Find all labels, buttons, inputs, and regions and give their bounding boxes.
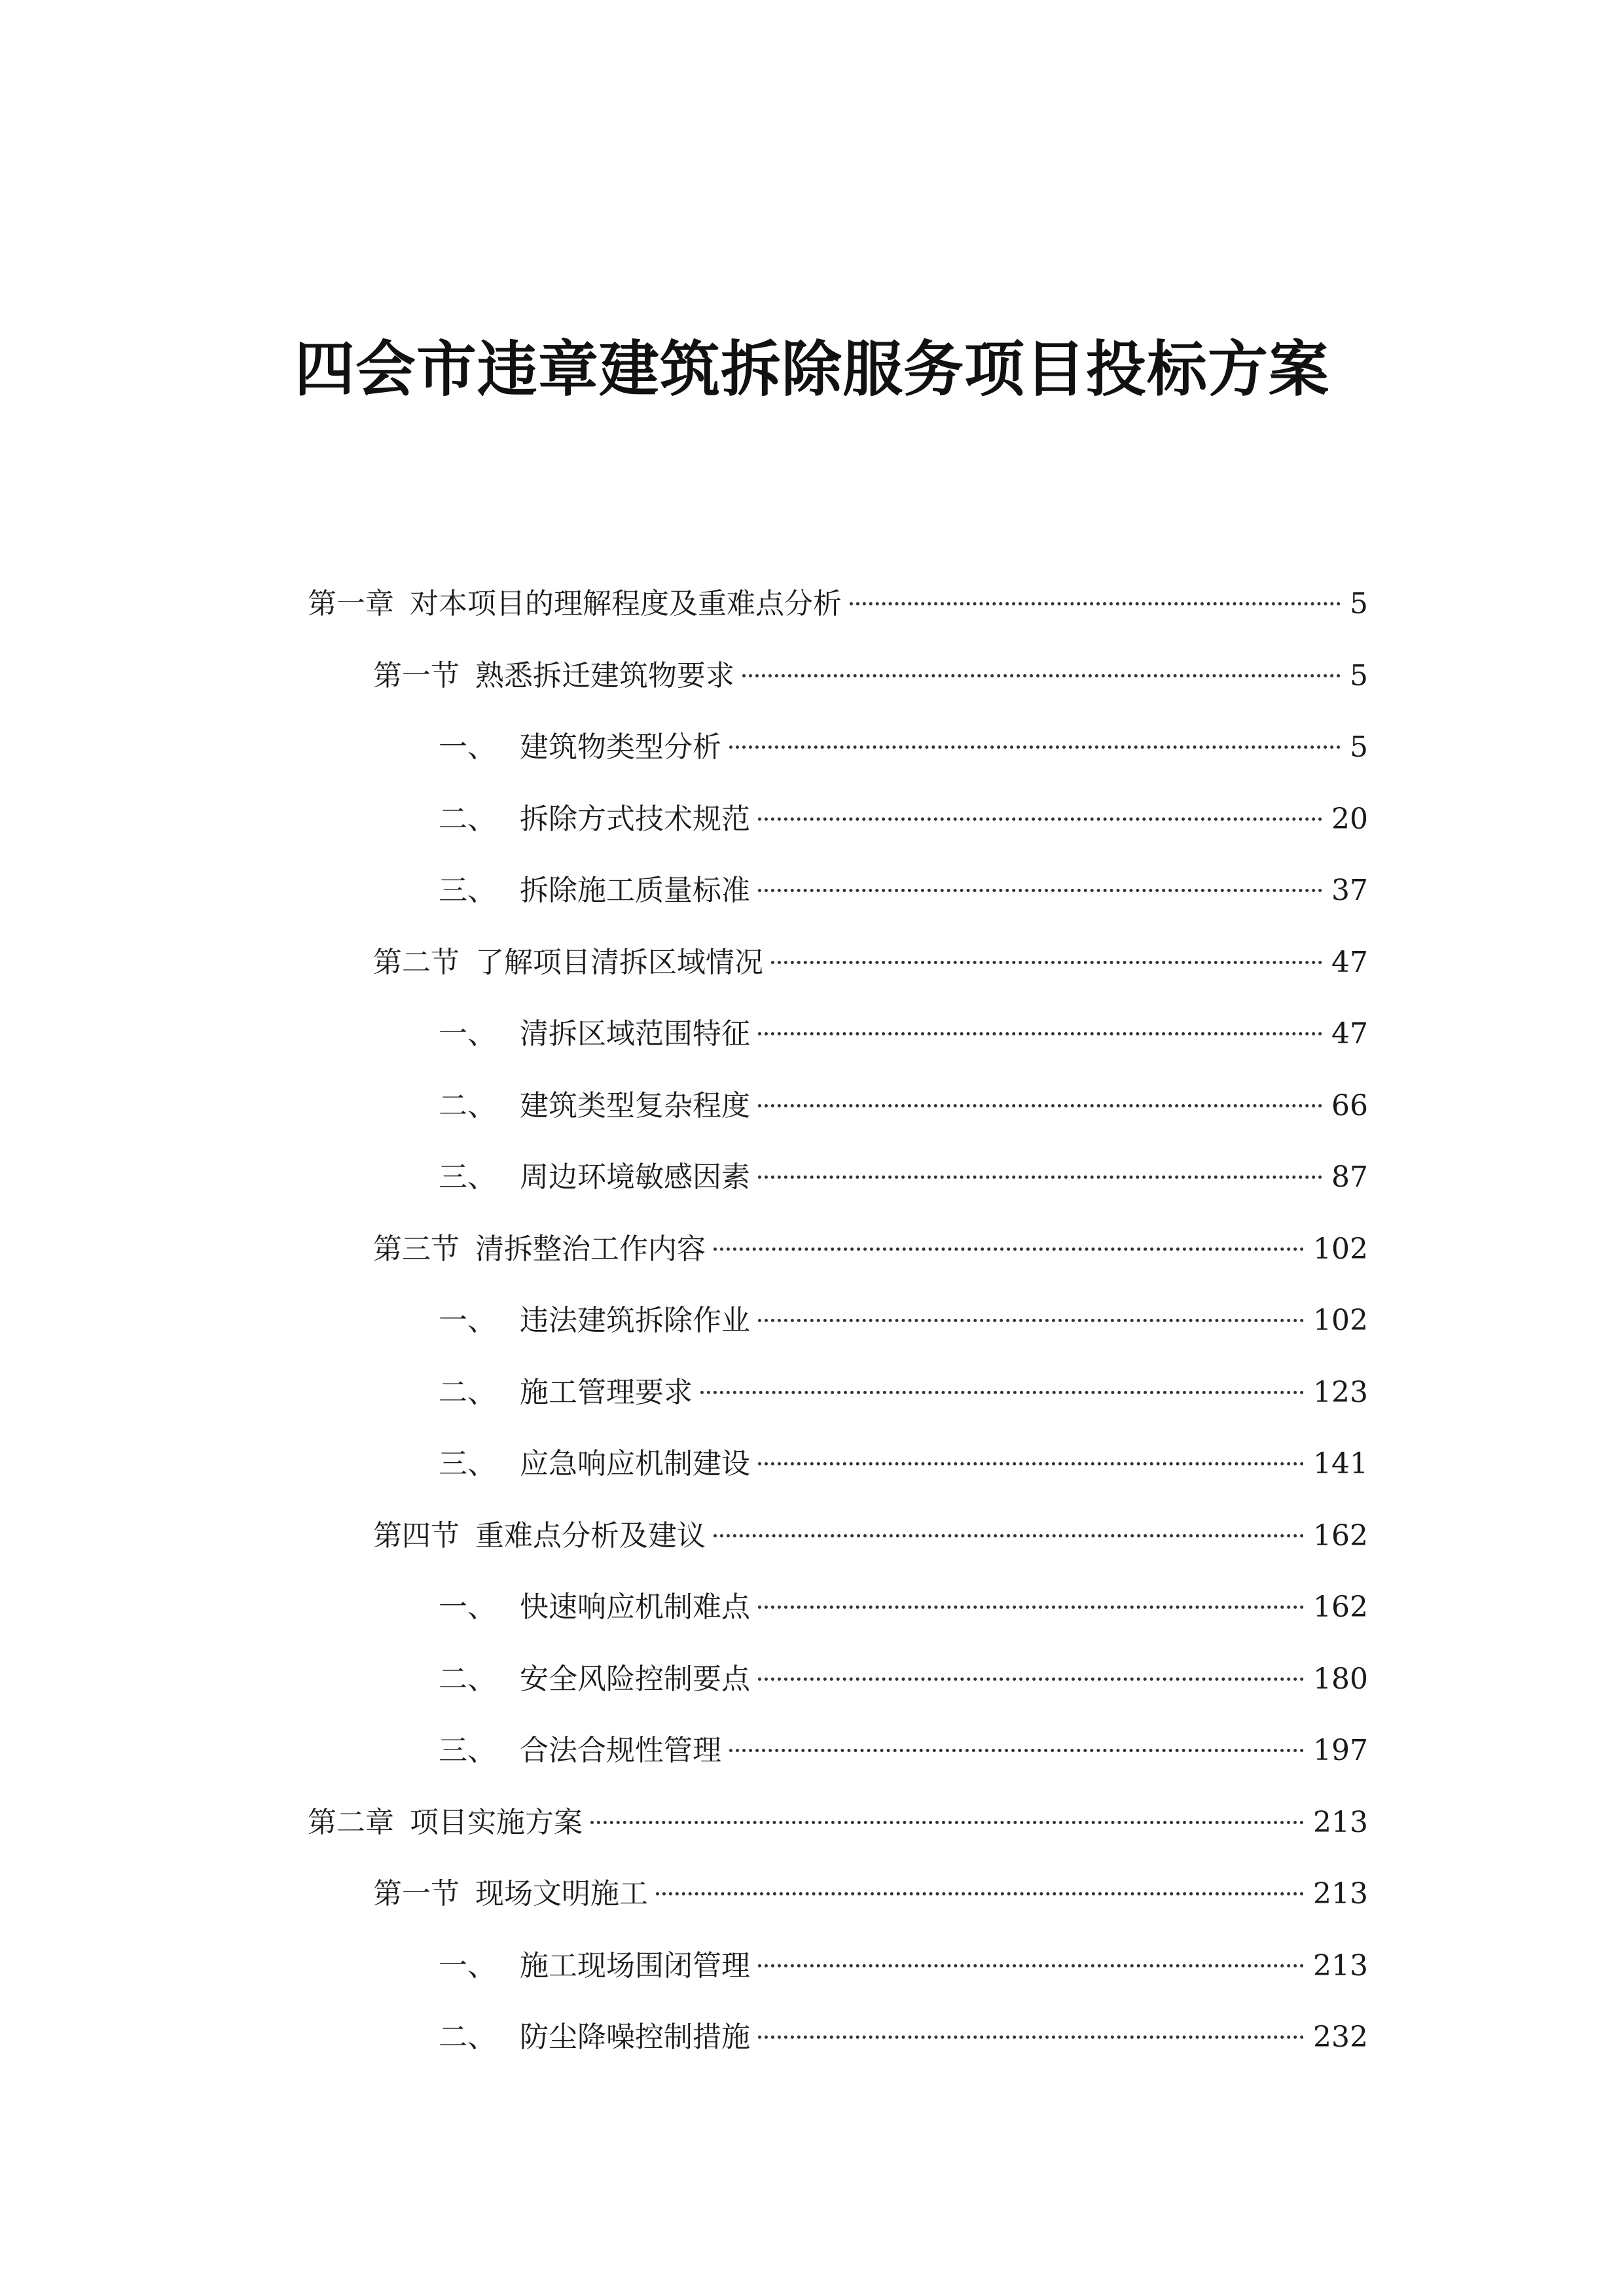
- toc-entry[interactable]: [308, 1428, 1368, 1500]
- toc-dot-leader: [758, 1175, 1322, 1179]
- toc-entry[interactable]: [308, 1070, 1368, 1142]
- toc-entry-page-number: 5: [1350, 658, 1368, 692]
- toc-entry-title: 熟悉拆迁建筑物要求: [475, 658, 734, 692]
- toc-entry-title: 项目实施方案: [410, 1805, 583, 1839]
- toc-entry[interactable]: [308, 1643, 1368, 1715]
- toc-entry-page-number: 213: [1313, 1877, 1368, 1910]
- toc-entry-number: 二、: [439, 2020, 496, 2054]
- toc-dot-leader: [729, 745, 1341, 749]
- toc-dot-leader: [850, 602, 1341, 605]
- toc-entry[interactable]: [308, 1930, 1368, 2002]
- toc-entry[interactable]: [308, 1500, 1368, 1572]
- toc-dot-leader: [700, 1391, 1304, 1394]
- toc-entry-page-number: 180: [1313, 1662, 1368, 1696]
- toc-entry-number: 第四节: [373, 1518, 460, 1552]
- toc-entry-page-number: 5: [1350, 587, 1368, 620]
- toc-entry-title: 防尘降噪控制措施: [520, 2020, 750, 2054]
- toc-entry[interactable]: [308, 2001, 1368, 2073]
- toc-entry-number: 三、: [439, 1447, 496, 1480]
- toc-dot-leader: [713, 1247, 1304, 1251]
- toc-entry[interactable]: [308, 1715, 1368, 1787]
- table-of-contents: [308, 568, 1368, 2073]
- toc-entry[interactable]: [308, 998, 1368, 1070]
- toc-entry-title: 对本项目的理解程度及重难点分析: [410, 587, 842, 620]
- toc-entry-title: 拆除施工质量标准: [520, 874, 750, 907]
- toc-entry-number: 三、: [439, 874, 496, 907]
- toc-entry-title: 施工现场围闭管理: [520, 1948, 750, 1982]
- toc-entry-page-number: 102: [1313, 1304, 1368, 1337]
- toc-entry[interactable]: [308, 1285, 1368, 1357]
- toc-entry-page-number: 213: [1313, 1805, 1368, 1839]
- toc-entry-number: 一、: [439, 1304, 496, 1337]
- toc-entry-title: 清拆整治工作内容: [475, 1232, 706, 1266]
- toc-entry-page-number: 37: [1331, 874, 1368, 907]
- toc-entry-title: 清拆区域范围特征: [520, 1017, 750, 1050]
- toc-entry-number: 第二节: [373, 945, 460, 979]
- toc-entry-title: 应急响应机制建设: [520, 1447, 750, 1480]
- toc-dot-leader: [758, 1605, 1304, 1609]
- toc-entry-page-number: 5: [1350, 730, 1368, 764]
- toc-entry-page-number: 162: [1313, 1590, 1368, 1624]
- toc-entry-title: 合法合规性管理: [520, 1734, 721, 1767]
- toc-entry-page-number: 123: [1313, 1375, 1368, 1409]
- toc-entry-number: 二、: [439, 802, 496, 836]
- toc-entry-page-number: 87: [1331, 1160, 1368, 1194]
- toc-dot-leader: [742, 674, 1341, 677]
- toc-dot-leader: [758, 1964, 1304, 1967]
- toc-entry-title: 建筑类型复杂程度: [520, 1088, 750, 1122]
- toc-entry-number: 三、: [439, 1160, 496, 1194]
- toc-entry-page-number: 162: [1313, 1518, 1368, 1552]
- toc-entry-page-number: 213: [1313, 1948, 1368, 1982]
- toc-entry[interactable]: [308, 1213, 1368, 1285]
- toc-entry[interactable]: [308, 1141, 1368, 1213]
- toc-entry[interactable]: [308, 568, 1368, 640]
- toc-entry[interactable]: [308, 855, 1368, 927]
- toc-entry-number: 一、: [439, 1590, 496, 1624]
- toc-dot-leader: [758, 1104, 1322, 1107]
- toc-entry-number: 二、: [439, 1375, 496, 1409]
- toc-entry[interactable]: [308, 783, 1368, 855]
- toc-entry-number: 二、: [439, 1088, 496, 1122]
- toc-entry-number: 三、: [439, 1734, 496, 1767]
- toc-entry[interactable]: [308, 640, 1368, 712]
- toc-entry-title: 现场文明施工: [475, 1877, 648, 1910]
- toc-entry-title: 周边环境敏感因素: [520, 1160, 750, 1194]
- toc-dot-leader: [758, 1462, 1304, 1465]
- toc-dot-leader: [729, 1749, 1304, 1752]
- toc-dot-leader: [758, 2036, 1304, 2039]
- toc-entry-number: 一、: [439, 1017, 496, 1050]
- toc-entry-page-number: 20: [1331, 802, 1368, 836]
- toc-entry-number: 二、: [439, 1662, 496, 1696]
- toc-entry-page-number: 102: [1313, 1232, 1368, 1266]
- toc-entry[interactable]: [308, 1858, 1368, 1930]
- toc-entry-title: 拆除方式技术规范: [520, 802, 750, 836]
- toc-entry-page-number: 47: [1331, 1017, 1368, 1050]
- toc-entry-number: 第三节: [373, 1232, 460, 1266]
- toc-dot-leader: [758, 817, 1322, 821]
- toc-dot-leader: [758, 1032, 1322, 1035]
- toc-entry-page-number: 197: [1313, 1734, 1368, 1767]
- toc-entry[interactable]: [308, 1787, 1368, 1859]
- toc-dot-leader: [758, 889, 1322, 892]
- toc-entry[interactable]: [308, 1571, 1368, 1643]
- toc-entry-title: 了解项目清拆区域情况: [475, 945, 763, 979]
- toc-dot-leader: [758, 1677, 1304, 1681]
- toc-dot-leader: [758, 1319, 1304, 1322]
- toc-entry-title: 施工管理要求: [520, 1375, 693, 1409]
- toc-entry-page-number: 47: [1331, 945, 1368, 979]
- toc-entry-title: 建筑物类型分析: [520, 730, 721, 764]
- toc-entry[interactable]: [308, 1357, 1368, 1429]
- toc-entry-title: 安全风险控制要点: [520, 1662, 750, 1696]
- toc-dot-leader: [713, 1534, 1304, 1537]
- toc-entry-title: 重难点分析及建议: [475, 1518, 706, 1552]
- toc-dot-leader: [590, 1821, 1304, 1824]
- toc-entry-number: 第一节: [373, 1877, 460, 1910]
- toc-entry-number: 一、: [439, 730, 496, 764]
- toc-entry-title: 快速响应机制难点: [520, 1590, 750, 1624]
- toc-entry-number: 第二章: [308, 1805, 394, 1839]
- toc-entry-page-number: 232: [1313, 2020, 1368, 2054]
- toc-entry-number: 一、: [439, 1948, 496, 1982]
- toc-dot-leader: [771, 961, 1322, 964]
- toc-entry-page-number: 141: [1313, 1447, 1368, 1480]
- toc-entry-number: 第一章: [308, 587, 394, 620]
- document-title: 四会市违章建筑拆除服务项目投标方案: [294, 334, 1329, 404]
- toc-entry-number: 第一节: [373, 658, 460, 692]
- toc-entry[interactable]: [308, 927, 1368, 999]
- toc-entry[interactable]: [308, 711, 1368, 783]
- toc-dot-leader: [656, 1892, 1304, 1895]
- toc-entry-title: 违法建筑拆除作业: [520, 1304, 750, 1337]
- toc-entry-page-number: 66: [1331, 1088, 1368, 1122]
